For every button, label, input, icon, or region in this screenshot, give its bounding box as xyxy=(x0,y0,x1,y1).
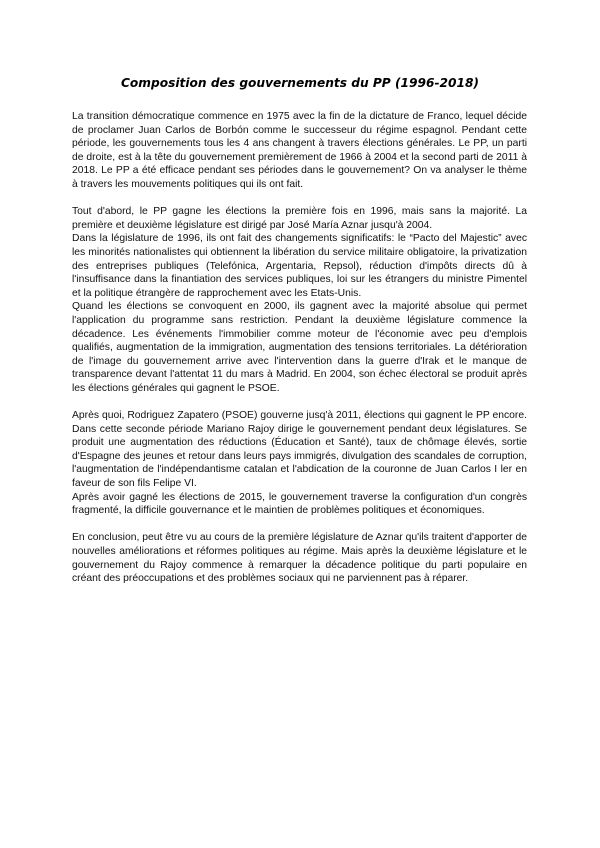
paragraph-spacer xyxy=(72,518,527,532)
paragraph-spacer xyxy=(72,395,527,409)
paragraph-spacer xyxy=(72,192,527,206)
paragraph-rajoy-period: Après quoi, Rodriguez Zapatero (PSOE) gouverne jusq'à 2011, élections qui gagnent le PP encore. Dans cette seconde période Mariano Rajoy dirige le gouvernement pendant deux législatures. Se produit une augmentation des réductions (Éducation et Santé), taux de chômage élevés, sortie d'Espagne des jeunes et retour dans leurs pays immigrés, divulgation des scandales de corruption, l'augmentation de l'indépendantisme catalan et l'abdication de la couronne de Juan Carlos I ler en faveur de son fils Felipe VI. xyxy=(72,410,527,490)
paragraph-introduction: La transition démocratique commence en 1975 avec la fin de la dictature de Franco, lequel décide de proclamer Juan Carlos de Borbón comme le successeur du régime espagnol. Pendant cette période, les gouvernements tous les 4 ans changent à travers élections générales. Le PP, un parti de droite, est à la tête du gouvernement premièrement de 1966 à 2004 et la second parti de 2011 à 2018. Le PP a été efficace pendant ses périodes dans le gouvernement? On va analyser le thème à travers les mouvements politiques qui ils ont fait. xyxy=(72,111,527,190)
paragraph-first-legislature: Dans la législature de 1996, ils ont fait des changements significatifs: le “Pacto del Majestic” avec les minorités nationalistes qui obtiennent la libération du service militaire obligatoire, la privatization des entreprises publiques (Telefónica, Argentaria, Repsol), réduction d'impôts directs dû à l'insuffisance dans la finantiation des services publiques, loi sur les étrangers du ministre Pimentel et la politique étrangère de rapprochement avec les Etats-Unis. xyxy=(72,233,527,299)
paragraph-first-election: Tout d'abord, le PP gagne les élections la première fois en 1996, mais sans la majorité. La première et deuxième législature est dirigé par José María Aznar jusqu'à 2004. xyxy=(72,206,527,231)
document-body xyxy=(72,110,527,586)
paragraph-conclusion: En conclusion, peut être vu au cours de la première législature de Aznar qu'ils traitent d'apporter de nouvelles améliorations et réformes politiques au régime. Mais après la deuxième législature et le gouvernement du Rajoy commence à remarquer la décadence politique du parti populaire en créant des préoccupations et des problèmes sociaux qui ne parviennent pas à réparer. xyxy=(72,532,527,585)
paragraph-second-legislature: Quand les élections se convoquent en 2000, ils gagnent avec la majorité absolue qui permet l'application du programme sans restriction. Pendant la deuxième législature commence la décadence. Les événements l'immobilier comme moteur de l'économie avec peu d'emplois qualifiés, augmentation de la immigration, augmentation des tensions territoriales. La détérioration de l'image du gouvernement arrive avec l'intervention dans la guerre d'Irak et le manque de transparence devant l'attentat 11 du mars à Madrid. En 2004, son échec électoral se produit après les élections générales qui gagnent le PSOE. xyxy=(72,301,527,394)
document-title: Composition des gouvernements du PP (1996-2018) xyxy=(120,76,480,90)
paragraph-2015-elections: Après avoir gagné les élections de 2015, le gouvernement traverse la configuration d'un congrès fragmenté, la difficile gouvernance et le maintien de problèmes politiques et économiques. xyxy=(72,491,527,517)
